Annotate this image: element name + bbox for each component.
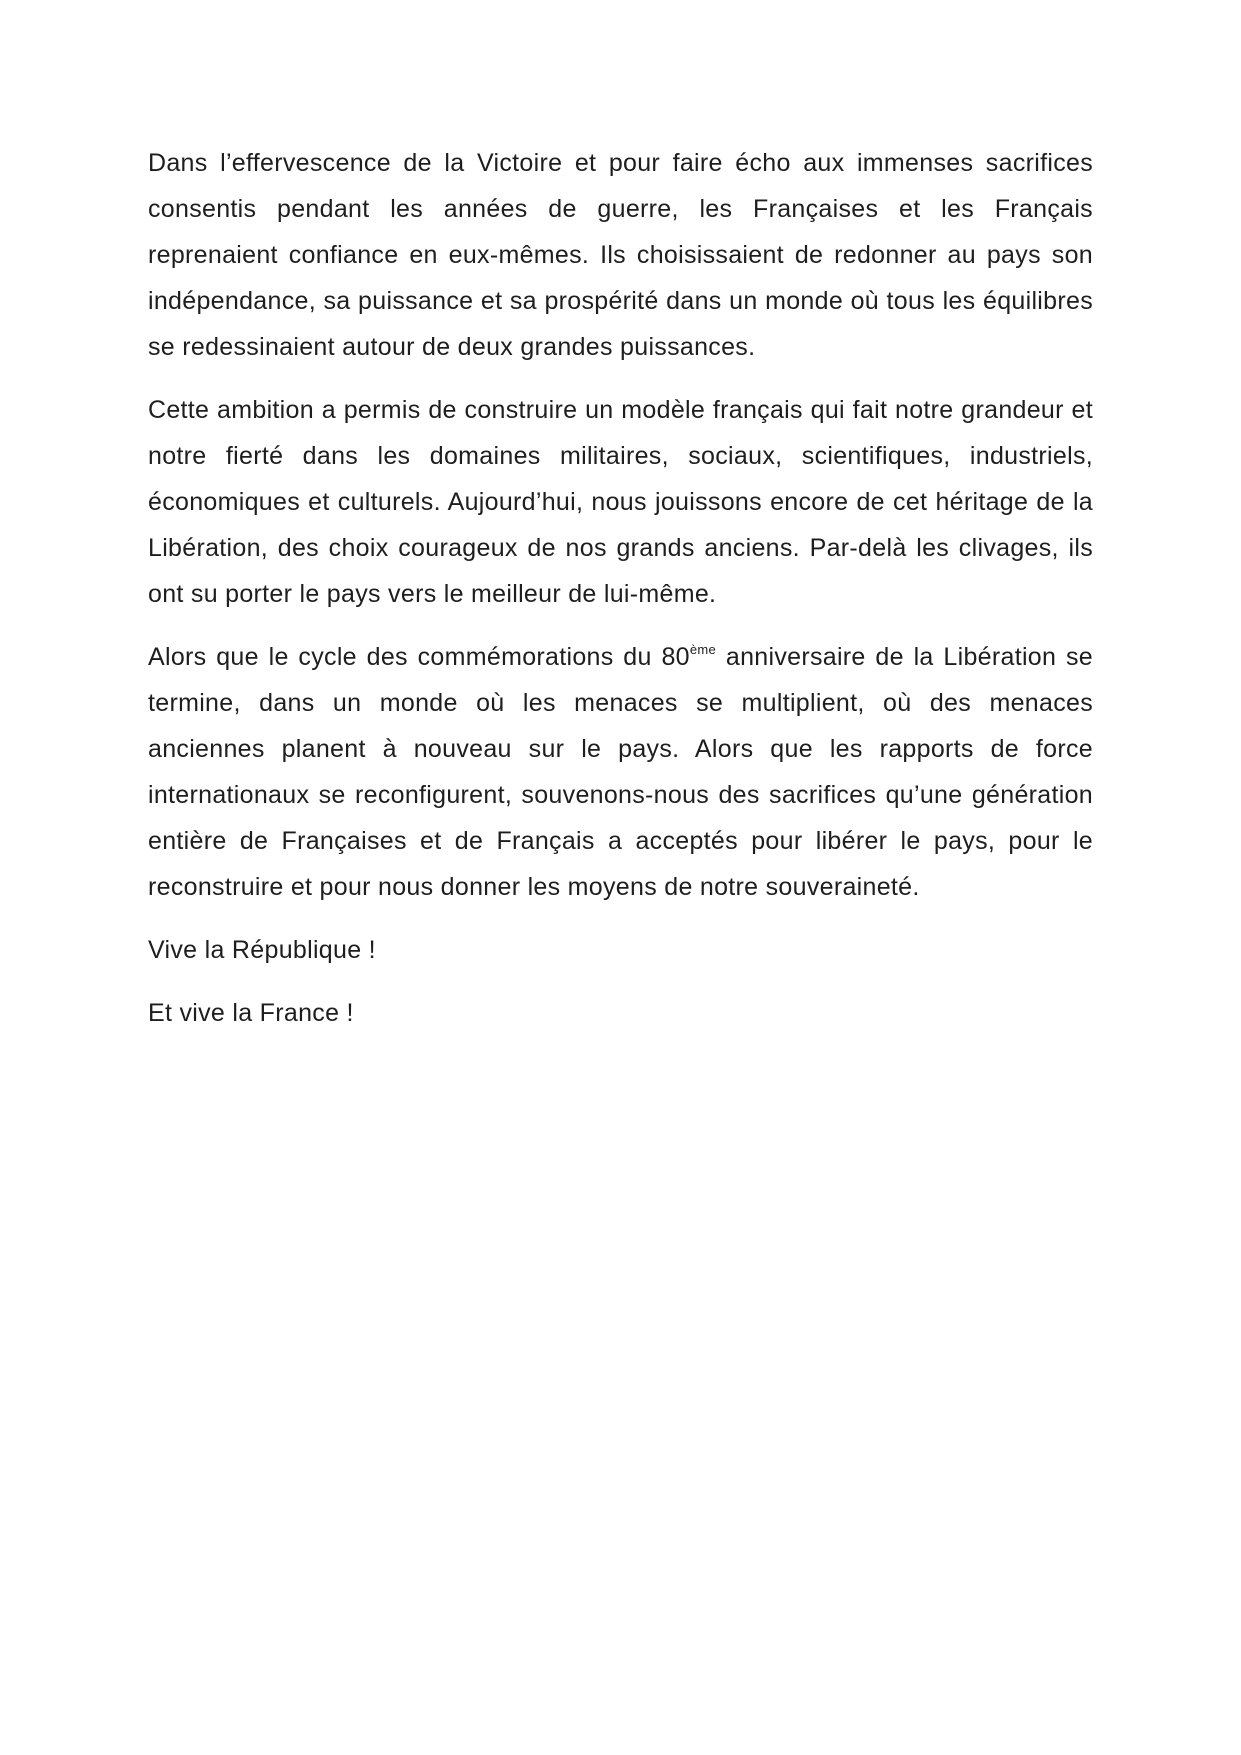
closing-france: Et vive la France ! [148,999,354,1027]
paragraph-victory: Dans l’effervescence de la Victoire et pour faire écho aux immenses sacrifices consentis pendant les années de guerre, les Françaises et les Français reprenaient confiance en eux-mêmes. Ils choisissaient de redonner au pays son indépendance, sa puissance et sa prospérité dans un monde où tous les équilibres se redessinaient autour de deux grandes puissances. [148,149,1093,361]
paragraph-commemorations-end: anniversaire de la Libération se termine, dans un monde où les menaces se multiplient, où des menaces anciennes planent à nouveau sur le pays. Alors que les rapports de force internationaux se reconfigurent, souvenons-nous des sacrifices qu’une génération entière de Françaises et de Français a acceptés pour libérer le pays, pour le reconstruire et pour nous donner les moyens de notre souveraineté. [148,643,1093,901]
document-body [148,140,1093,1053]
paragraph-commemorations-start: Alors que le cycle des commémorations du 80 [148,643,690,671]
ordinal-suffix: ème [689,642,717,657]
closing-republique: Vive la République ! [148,936,376,964]
paragraph-commemorations [148,634,1093,910]
paragraph-french-model: Cette ambition a permis de construire un modèle français qui fait notre grandeur et notre fierté dans les domaines militaires, sociaux, scientifiques, industriels, économiques et culturels. Aujourd’hui, nous jouissons encore de cet héritage de la Libération, des choix courageux de nos grands anciens. Par-delà les clivages, ils ont su porter le pays vers le meilleur de lui-même. [148,396,1093,608]
